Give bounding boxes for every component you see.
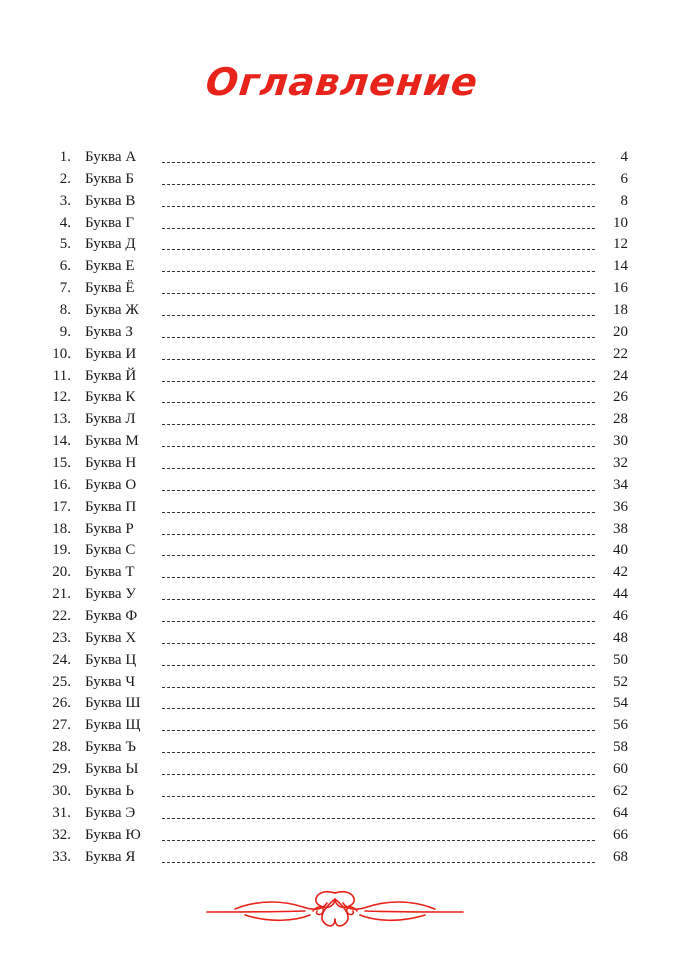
toc-entry[interactable] <box>0 191 684 213</box>
entry-page-number: 10 <box>613 214 628 231</box>
dotted-leader <box>162 840 595 841</box>
entry-page-number: 60 <box>613 761 628 778</box>
dotted-leader <box>162 249 595 250</box>
entry-page-number: 4 <box>620 149 628 165</box>
dotted-leader <box>162 818 595 819</box>
entry-number: 8. <box>59 302 71 319</box>
entry-label: Буква Т <box>85 564 135 581</box>
entry-label: Буква Ъ <box>85 739 136 756</box>
toc-entry[interactable] <box>0 453 684 475</box>
dotted-leader <box>162 599 595 600</box>
flourish-divider-icon <box>205 885 465 930</box>
table-of-contents <box>0 147 684 868</box>
entry-page-number: 8 <box>620 192 628 209</box>
toc-entry[interactable] <box>0 693 684 715</box>
entry-number: 9. <box>59 323 71 340</box>
entry-page-number: 58 <box>613 739 628 756</box>
entry-label: Буква Ы <box>85 761 139 778</box>
entry-number: 33. <box>52 848 71 865</box>
dotted-leader <box>162 862 595 863</box>
toc-entry[interactable] <box>0 650 684 672</box>
entry-page-number: 46 <box>613 608 628 625</box>
entry-page-number: 36 <box>613 498 628 515</box>
toc-entry[interactable] <box>0 759 684 781</box>
toc-entry[interactable] <box>0 584 684 606</box>
entry-label: Буква Е <box>85 258 135 275</box>
entry-label: Буква О <box>85 476 137 493</box>
entry-number: 23. <box>52 629 71 646</box>
toc-entry[interactable] <box>0 715 684 737</box>
dotted-leader <box>162 228 595 229</box>
entry-page-number: 6 <box>620 170 628 187</box>
entry-label: Буква Г <box>85 214 134 231</box>
entry-page-number: 28 <box>613 411 628 428</box>
dotted-leader <box>162 315 595 316</box>
dotted-leader <box>162 643 595 644</box>
dotted-leader <box>162 468 595 469</box>
dotted-leader <box>162 687 595 688</box>
dotted-leader <box>162 424 595 425</box>
dotted-leader <box>162 577 595 578</box>
toc-entry[interactable] <box>0 847 684 869</box>
entry-label: Буква Б <box>85 170 134 187</box>
entry-number: 2. <box>59 170 71 187</box>
toc-entry[interactable] <box>0 672 684 694</box>
entry-label: Буква А <box>85 149 137 165</box>
entry-number: 7. <box>59 280 71 297</box>
entry-page-number: 26 <box>613 389 628 406</box>
entry-page-number: 38 <box>613 520 628 537</box>
entry-page-number: 34 <box>613 476 628 493</box>
entry-label: Буква В <box>85 192 136 209</box>
dotted-leader <box>162 534 595 535</box>
entry-label: Буква Ш <box>85 695 141 712</box>
entry-label: Буква Э <box>85 804 136 821</box>
entry-page-number: 14 <box>613 258 628 275</box>
entry-number: 25. <box>52 673 71 690</box>
entry-number: 16. <box>52 476 71 493</box>
entry-number: 30. <box>52 782 71 799</box>
entry-label: Буква Н <box>85 455 137 472</box>
entry-label: Буква У <box>85 586 136 603</box>
toc-entry[interactable] <box>0 213 684 235</box>
entry-number: 10. <box>52 345 71 362</box>
entry-number: 3. <box>59 192 71 209</box>
entry-number: 5. <box>59 236 71 253</box>
entry-label: Буква К <box>85 389 136 406</box>
entry-number: 21. <box>52 586 71 603</box>
toc-entry[interactable] <box>0 147 684 169</box>
entry-page-number: 20 <box>613 323 628 340</box>
toc-entry[interactable] <box>0 803 684 825</box>
entry-label: Буква П <box>85 498 137 515</box>
dotted-leader <box>162 271 595 272</box>
entry-label: Буква З <box>85 323 133 340</box>
entry-number: 26. <box>52 695 71 712</box>
entry-label: Буква Д <box>85 236 136 253</box>
dotted-leader <box>162 796 595 797</box>
dotted-leader <box>162 621 595 622</box>
toc-entry[interactable] <box>0 234 684 256</box>
toc-entry[interactable] <box>0 475 684 497</box>
toc-entry[interactable] <box>0 497 684 519</box>
dotted-leader <box>162 512 595 513</box>
entry-page-number: 32 <box>613 455 628 472</box>
entry-number: 11. <box>52 367 71 384</box>
entry-number: 13. <box>52 411 71 428</box>
entry-page-number: 68 <box>613 848 628 865</box>
toc-entry[interactable] <box>0 366 684 388</box>
entry-page-number: 18 <box>613 302 628 319</box>
dotted-leader <box>162 293 595 294</box>
entry-number: 15. <box>52 455 71 472</box>
toc-entry[interactable] <box>0 409 684 431</box>
dotted-leader <box>162 490 595 491</box>
entry-number: 12. <box>52 389 71 406</box>
toc-entry[interactable] <box>0 169 684 191</box>
entry-label: Буква Ё <box>85 280 135 297</box>
entry-number: 1. <box>59 149 71 165</box>
entry-label: Буква Ж <box>85 302 139 319</box>
entry-label: Буква Ь <box>85 782 134 799</box>
entry-label: Буква Ю <box>85 826 141 843</box>
toc-entry[interactable] <box>0 781 684 803</box>
entry-page-number: 54 <box>613 695 628 712</box>
dotted-leader <box>162 402 595 403</box>
entry-number: 4. <box>59 214 71 231</box>
toc-entry[interactable] <box>0 344 684 366</box>
entry-page-number: 16 <box>613 280 628 297</box>
entry-number: 31. <box>52 804 71 821</box>
entry-page-number: 66 <box>613 826 628 843</box>
entry-page-number: 40 <box>613 542 628 559</box>
entry-number: 28. <box>52 739 71 756</box>
dotted-leader <box>162 708 595 709</box>
dotted-leader <box>162 162 595 163</box>
entry-page-number: 42 <box>613 564 628 581</box>
entry-number: 29. <box>52 761 71 778</box>
entry-number: 20. <box>52 564 71 581</box>
entry-label: Буква М <box>85 433 139 450</box>
entry-page-number: 56 <box>613 717 628 734</box>
entry-page-number: 22 <box>613 345 628 362</box>
toc-entry[interactable] <box>0 322 684 344</box>
dotted-leader <box>162 752 595 753</box>
dotted-leader <box>162 555 595 556</box>
entry-number: 17. <box>52 498 71 515</box>
dotted-leader <box>162 337 595 338</box>
entry-page-number: 24 <box>613 367 628 384</box>
entry-number: 14. <box>52 433 71 450</box>
entry-number: 27. <box>52 717 71 734</box>
page-title: Оглавление <box>203 60 481 104</box>
toc-entry[interactable] <box>0 387 684 409</box>
entry-label: Буква Щ <box>85 717 141 734</box>
dotted-leader <box>162 206 595 207</box>
toc-entry[interactable] <box>0 628 684 650</box>
toc-entry[interactable] <box>0 256 684 278</box>
entry-page-number: 62 <box>613 782 628 799</box>
dotted-leader <box>162 774 595 775</box>
entry-page-number: 48 <box>613 629 628 646</box>
dotted-leader <box>162 665 595 666</box>
entry-label: Буква Х <box>85 629 137 646</box>
entry-number: 19. <box>52 542 71 559</box>
toc-entry[interactable] <box>0 300 684 322</box>
dotted-leader <box>162 184 595 185</box>
entry-label: Буква Ч <box>85 673 136 690</box>
dotted-leader <box>162 359 595 360</box>
entry-page-number: 64 <box>613 804 628 821</box>
entry-number: 24. <box>52 651 71 668</box>
entry-page-number: 44 <box>613 586 628 603</box>
entry-label: Буква Ф <box>85 608 138 625</box>
entry-number: 6. <box>59 258 71 275</box>
dotted-leader <box>162 446 595 447</box>
entry-page-number: 30 <box>613 433 628 450</box>
dotted-leader <box>162 730 595 731</box>
toc-entry[interactable] <box>0 431 684 453</box>
toc-entry[interactable] <box>0 737 684 759</box>
toc-entry[interactable] <box>0 540 684 562</box>
entry-number: 32. <box>52 826 71 843</box>
entry-label: Буква И <box>85 345 137 362</box>
entry-page-number: 50 <box>613 651 628 668</box>
entry-number: 18. <box>52 520 71 537</box>
toc-entry[interactable] <box>0 825 684 847</box>
entry-label: Буква Ц <box>85 651 137 668</box>
toc-entry[interactable] <box>0 562 684 584</box>
entry-label: Буква Р <box>85 520 134 537</box>
entry-label: Буква Л <box>85 411 136 428</box>
toc-entry[interactable] <box>0 278 684 300</box>
entry-page-number: 12 <box>613 236 628 253</box>
toc-entry[interactable] <box>0 519 684 541</box>
toc-entry[interactable] <box>0 606 684 628</box>
entry-page-number: 52 <box>613 673 628 690</box>
entry-label: Буква С <box>85 542 136 559</box>
entry-number: 22. <box>52 608 71 625</box>
entry-label: Буква Й <box>85 367 137 384</box>
entry-label: Буква Я <box>85 848 136 865</box>
dotted-leader <box>162 381 595 382</box>
